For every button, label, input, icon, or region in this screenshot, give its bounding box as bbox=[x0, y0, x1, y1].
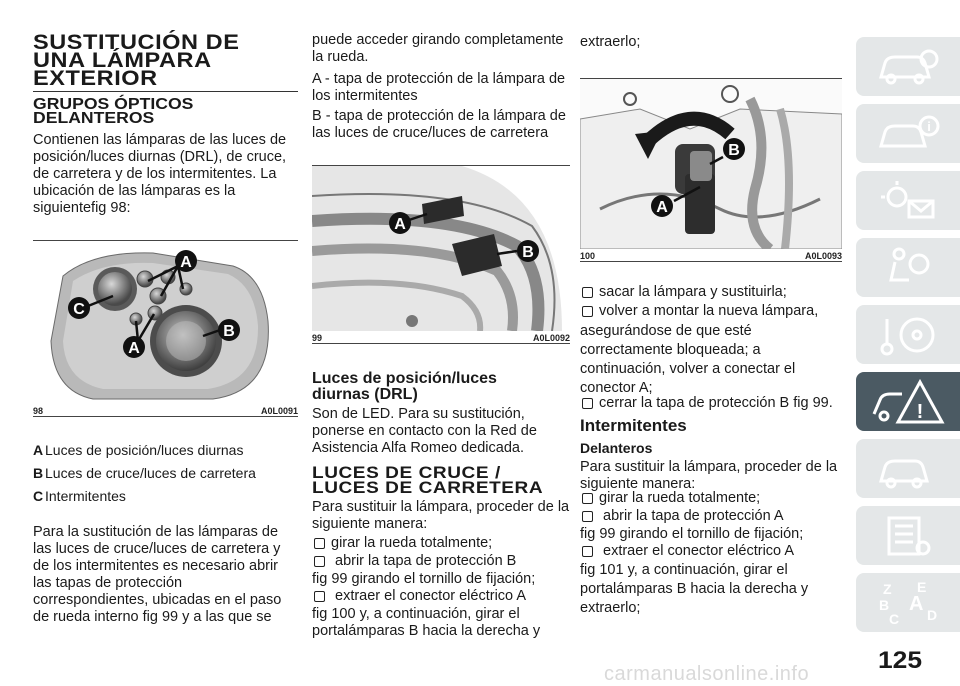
wheel-arch-illustration bbox=[312, 166, 570, 331]
car-dashboard-icon bbox=[873, 45, 943, 89]
title-rule bbox=[33, 91, 298, 92]
svg-text:B: B bbox=[223, 323, 235, 340]
checkbox-bullet-icon bbox=[582, 493, 593, 504]
delanteros-heading: Delanteros bbox=[580, 440, 653, 456]
drl-text: Son de LED. Para su sustitución, ponerse en contacto con la Red de Asistencia Alfa Romeo dedicada. bbox=[312, 406, 537, 456]
figure-caption bbox=[580, 251, 842, 261]
svg-text:C: C bbox=[889, 610, 900, 626]
figure-bottom-rule bbox=[33, 416, 298, 417]
svg-text:i: i bbox=[927, 118, 931, 134]
svg-text:B: B bbox=[522, 244, 534, 261]
legend-item: B Luces de cruce/luces de carretera bbox=[33, 465, 256, 481]
figure-98 bbox=[33, 240, 298, 417]
svg-text:A: A bbox=[656, 199, 668, 216]
figure-number: 100 bbox=[580, 251, 596, 261]
bullet-item: girar la rueda totalmente; bbox=[312, 535, 492, 552]
legend-item: C Intermitentes bbox=[33, 488, 126, 504]
body-paragraph: Para la sustitución de las lámparas de las luces de cruce/luces de carretera y de los intermitentes es necesario abrir las tapas de protección correspondientes, ubicadas en el paso de rueda interno fig 99 y a las que se bbox=[33, 524, 282, 625]
tab-dashboard[interactable] bbox=[856, 37, 960, 96]
bullet-continuation: asegurándose de que esté correctamente bloqueada; a continuación, volver a conectar el conector A; bbox=[580, 323, 796, 396]
figure-caption bbox=[33, 406, 298, 416]
bullet-item: sacar la lámpara y sustituirla; bbox=[580, 284, 787, 301]
bullet-continuation: fig 99 girando el tornillo de fijación; bbox=[580, 526, 804, 542]
tab-safety[interactable] bbox=[856, 238, 960, 297]
page-number: 125 bbox=[877, 647, 923, 674]
bullet-item: volver a montar la nueva lámpara, bbox=[580, 303, 818, 320]
cover-b-text: B - tapa de protección de la lámpara de las luces de cruce/luces de carretera bbox=[312, 108, 566, 141]
watermark: carmanualsonline.info bbox=[604, 663, 810, 685]
figure-bottom-rule bbox=[312, 343, 570, 344]
bullet-item: extraer el conector eléctrico A bbox=[580, 543, 794, 560]
bullet-item: extraer el conector eléctrico A bbox=[312, 588, 526, 605]
figure-caption bbox=[312, 333, 570, 343]
steering-wheel-key-icon bbox=[873, 313, 943, 357]
intermitentes-heading: Intermitentes bbox=[580, 416, 687, 435]
airbag-seat-icon bbox=[873, 246, 943, 290]
bullet-item: abrir la tapa de protección B bbox=[312, 553, 516, 570]
bullet-item: cerrar la tapa de protección B fig 99. bbox=[580, 395, 833, 412]
bulb-holder-illustration bbox=[580, 79, 842, 249]
cruce-heading: LUCES DE CRUCE / LUCES DE CARRETERA bbox=[312, 463, 544, 497]
checkbox-bullet-icon bbox=[582, 398, 593, 409]
svg-text:A: A bbox=[394, 216, 406, 233]
tab-lights-warnings[interactable] bbox=[856, 171, 960, 230]
svg-text:B: B bbox=[879, 596, 890, 613]
bullet-continuation: fig 100 y, a continuación, girar el portalámparas B hacia la derecha y bbox=[312, 606, 541, 639]
car-info-icon bbox=[873, 112, 943, 156]
checkbox-bullet-icon bbox=[314, 591, 325, 602]
checkbox-bullet-icon bbox=[314, 556, 325, 567]
bullet-continuation: fig 101 y, a continuación, girar el portalámparas B hacia la derecha y extraerlo; bbox=[580, 562, 809, 616]
tab-maintenance[interactable] bbox=[856, 439, 960, 498]
bullet-continuation: fig 99 girando el tornillo de fijación; bbox=[312, 571, 536, 587]
svg-text:B: B bbox=[728, 142, 740, 159]
svg-text:A: A bbox=[128, 340, 140, 357]
figure-code: A0L0092 bbox=[532, 333, 570, 343]
section-title: SUSTITUCIÓN DE UNA LÁMPARA EXTERIOR bbox=[33, 31, 240, 90]
checkbox-bullet-icon bbox=[582, 306, 593, 317]
checkbox-bullet-icon bbox=[314, 538, 325, 549]
bullet-item: abrir la tapa de protección A bbox=[580, 508, 784, 525]
figure-number: 98 bbox=[33, 406, 44, 416]
figure-100 bbox=[580, 78, 842, 262]
cover-a-text: A - tapa de protección de la lámpara de los intermitentes bbox=[312, 71, 566, 104]
figure-code: A0L0091 bbox=[260, 406, 298, 416]
headlight-illustration bbox=[33, 241, 298, 404]
warning-triangle-icon bbox=[868, 378, 948, 426]
checkbox-bullet-icon bbox=[582, 287, 593, 298]
intro-text: Contienen las lámparas de las luces de posición/luces diurnas (DRL), de cruce, de carretera y de los intermitentes. La ubicación de las lámparas es la siguientefig 98: bbox=[33, 132, 287, 216]
svg-text:C: C bbox=[73, 301, 85, 318]
figure-99 bbox=[312, 165, 570, 344]
subsection-title: GRUPOS ÓPTICOS DELANTEROS bbox=[33, 96, 194, 127]
specifications-icon bbox=[873, 514, 943, 558]
tab-specifications[interactable] bbox=[856, 506, 960, 565]
figure-number: 99 bbox=[312, 333, 323, 343]
alphabet-index-icon bbox=[873, 580, 943, 626]
tab-car-info[interactable] bbox=[856, 104, 960, 163]
int-intro: Para sustituir la lámpara, proceder de la siguiente manera: bbox=[580, 459, 838, 492]
svg-text:!: ! bbox=[916, 400, 924, 423]
continued-text: puede acceder girando completamente la rueda. bbox=[312, 32, 564, 65]
cruce-intro: Para sustituir la lámpara, proceder de la siguiente manera: bbox=[312, 499, 570, 532]
tab-emergency[interactable] bbox=[856, 372, 960, 431]
legend-item: A Luces de posición/luces diurnas bbox=[33, 442, 244, 458]
continued-text: extraerlo; bbox=[580, 34, 641, 50]
svg-text:A: A bbox=[909, 592, 924, 615]
figure-code: A0L0093 bbox=[804, 251, 842, 261]
tab-starting-driving[interactable] bbox=[856, 305, 960, 364]
svg-text:D: D bbox=[927, 606, 938, 623]
figure-bottom-rule bbox=[580, 261, 842, 262]
checkbox-bullet-icon bbox=[582, 511, 593, 522]
tab-index[interactable] bbox=[856, 573, 960, 632]
chapter-sidebar bbox=[851, 37, 960, 626]
car-service-icon bbox=[873, 447, 943, 491]
bullet-item: girar la rueda totalmente; bbox=[580, 490, 760, 507]
svg-text:E: E bbox=[917, 579, 927, 595]
checkbox-bullet-icon bbox=[582, 546, 593, 557]
svg-text:A: A bbox=[180, 254, 192, 271]
legend-list bbox=[33, 442, 298, 511]
svg-text:Z: Z bbox=[883, 580, 892, 597]
light-warning-icon bbox=[873, 179, 943, 223]
drl-heading: Luces de posición/luces diurnas (DRL) bbox=[312, 370, 497, 403]
